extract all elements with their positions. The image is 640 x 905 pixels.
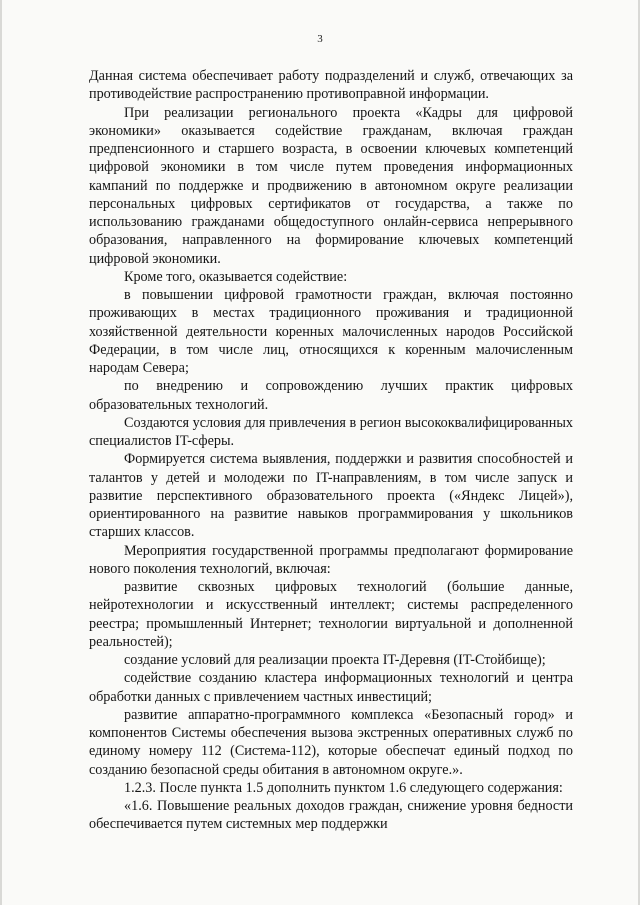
paragraph: При реализации регионального проекта «Кадры для цифровой экономики» оказывается содействие гражданам, включая граждан предпенсионного и старшего возраста, в освоении ключевых компетенций цифровой экономики в том числе путем проведения информационных кампаний по поддержке и продвижению в автономном округе реализации персональных цифровых сертификатов от государства, а также по использованию гражданами общедоступного онлайн-сервиса непрерывного образования, направленного на формирование ключевых компетенций цифровой экономики.	[89, 104, 573, 267]
paragraph: в повышении цифровой грамотности граждан, включая постоянно проживающих в местах традиционного проживания и традиционной хозяйственной деятельности коренных малочисленных народов Российской Федерации, в том числе лиц, относящихся к коренным малочисленным народам Севера;	[89, 287, 573, 376]
paragraph: Данная система обеспечивает работу подразделений и служб, отвечающих за противодействие распространению противоправной информации.	[89, 68, 573, 103]
paragraph: по внедрению и сопровождению лучших практик цифровых образовательных технологий.	[89, 378, 573, 413]
paragraph: 1.2.3. После пункта 1.5 дополнить пунктом 1.6 следующего содержания:	[124, 779, 563, 796]
paragraph: содействие созданию кластера информационных технологий и центра обработки данных с привлечением частных инвестиций;	[89, 670, 573, 705]
paragraph: Создаются условия для привлечения в регион высококвалифицированных специалистов IT-сферы.	[89, 414, 573, 449]
document-body	[89, 67, 573, 834]
page-number: 3	[317, 33, 323, 45]
paragraph: развитие сквозных цифровых технологий (большие данные, нейротехнологии и искусственный интеллект; системы распределенного реестра; промышленный Интернет; технологии виртуальной и дополненной реальностей);	[89, 579, 573, 650]
scan-edge-left	[0, 0, 2, 905]
paragraph: создание условий для реализации проекта IT-Деревня (IT-Стойбище);	[124, 652, 546, 668]
paragraph: Мероприятия государственной программы предполагают формирование нового поколения технологий, включая:	[89, 542, 573, 577]
paragraph: Кроме того, оказывается содействие:	[124, 268, 348, 285]
paragraph: «1.6. Повышение реальных доходов граждан, снижение уровня бедности обеспечивается путем системных мер поддержки	[89, 798, 573, 833]
paragraph: развитие аппаратно-программного комплекса «Безопасный город» и компонентов Системы обеспечения вызова экстренных оперативных служб по единому номеру 112 (Система-112), которые обеспечат единый подход по созданию безопасной среды обитания в автономном округе.».	[89, 706, 573, 778]
paragraph: Формируется система выявления, поддержки и развития способностей и талантов у детей и молодежи по IT-направлениям, в том числе запуск и развитие перспективного образовательного проекта («Яндекс Лицей»), ориентированного на развитие навыков программирования у школьников старших классов.	[89, 451, 573, 541]
